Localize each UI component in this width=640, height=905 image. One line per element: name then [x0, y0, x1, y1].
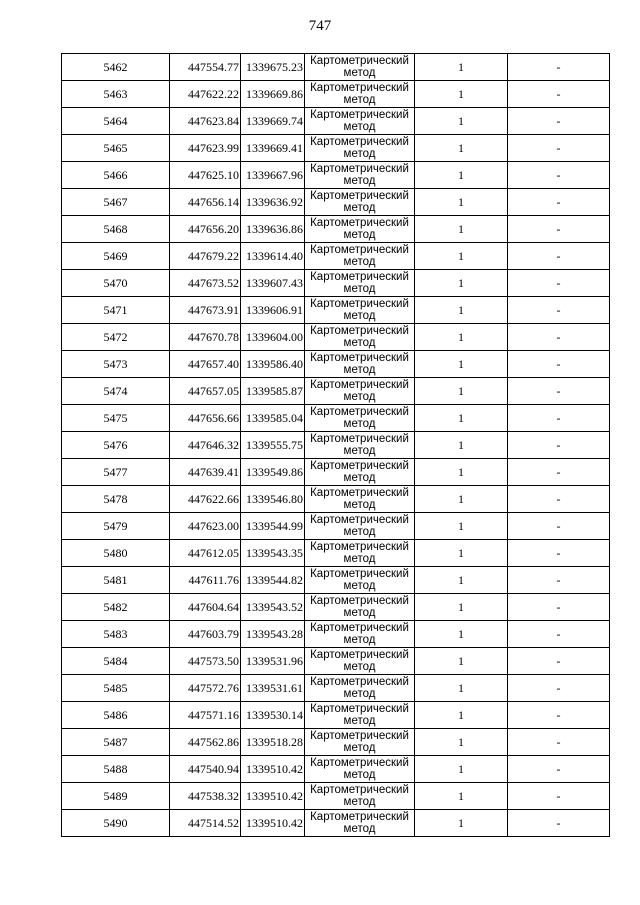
- point-number-cell: 5471: [62, 297, 170, 324]
- x-coordinate-cell: 447623.00: [170, 513, 241, 540]
- y-coordinate-cell: 1339669.41: [241, 135, 305, 162]
- method-cell: [305, 135, 415, 162]
- count-cell: 1: [415, 351, 508, 378]
- note-cell: -: [508, 621, 610, 648]
- method-cell: [305, 594, 415, 621]
- x-coordinate-cell: 447603.79: [170, 621, 241, 648]
- table-row: [62, 81, 610, 108]
- count-cell: 1: [415, 243, 508, 270]
- point-number-cell: 5469: [62, 243, 170, 270]
- note-cell: -: [508, 486, 610, 513]
- count-cell: 1: [415, 135, 508, 162]
- method-line-1: Картометрический: [310, 271, 409, 283]
- table-row: [62, 540, 610, 567]
- table-row: [62, 135, 610, 162]
- method-line-1: Картометрический: [310, 325, 409, 337]
- note-cell: -: [508, 216, 610, 243]
- method-cell: [305, 648, 415, 675]
- table-row: [62, 729, 610, 756]
- method-line-1: Картометрический: [310, 109, 409, 121]
- note-cell: -: [508, 540, 610, 567]
- method-line-2: метод: [343, 769, 376, 781]
- method-line-2: метод: [343, 580, 376, 592]
- method-cell: [305, 432, 415, 459]
- method-line-2: метод: [343, 688, 376, 700]
- x-coordinate-cell: 447673.91: [170, 297, 241, 324]
- method-line-1: Картометрический: [310, 82, 409, 94]
- table-row: [62, 621, 610, 648]
- table-row: [62, 189, 610, 216]
- method-line-2: метод: [343, 661, 376, 673]
- table-row: [62, 324, 610, 351]
- x-coordinate-cell: 447514.52: [170, 810, 241, 837]
- method-line-1: Картометрический: [310, 595, 409, 607]
- y-coordinate-cell: 1339531.61: [241, 675, 305, 702]
- method-cell: [305, 216, 415, 243]
- x-coordinate-cell: 447657.40: [170, 351, 241, 378]
- method-cell: [305, 729, 415, 756]
- point-number-cell: 5479: [62, 513, 170, 540]
- x-coordinate-cell: 447573.50: [170, 648, 241, 675]
- note-cell: -: [508, 459, 610, 486]
- method-cell: [305, 783, 415, 810]
- method-line-1: Картометрический: [310, 487, 409, 499]
- x-coordinate-cell: 447612.05: [170, 540, 241, 567]
- note-cell: -: [508, 567, 610, 594]
- x-coordinate-cell: 447572.76: [170, 675, 241, 702]
- x-coordinate-cell: 447611.76: [170, 567, 241, 594]
- method-cell: [305, 378, 415, 405]
- table-row: [62, 783, 610, 810]
- count-cell: 1: [415, 108, 508, 135]
- point-number-cell: 5487: [62, 729, 170, 756]
- method-line-2: метод: [343, 445, 376, 457]
- method-line-1: Картометрический: [310, 136, 409, 148]
- count-cell: 1: [415, 216, 508, 243]
- x-coordinate-cell: 447639.41: [170, 459, 241, 486]
- point-number-cell: 5466: [62, 162, 170, 189]
- page-number: 747: [308, 18, 332, 34]
- method-cell: [305, 270, 415, 297]
- point-number-cell: 5476: [62, 432, 170, 459]
- x-coordinate-cell: 447540.94: [170, 756, 241, 783]
- method-line-2: метод: [343, 256, 376, 268]
- count-cell: 1: [415, 297, 508, 324]
- table-row: [62, 108, 610, 135]
- method-line-1: Картометрический: [310, 244, 409, 256]
- method-line-1: Картометрический: [310, 622, 409, 634]
- count-cell: 1: [415, 675, 508, 702]
- method-cell: [305, 324, 415, 351]
- y-coordinate-cell: 1339530.14: [241, 702, 305, 729]
- y-coordinate-cell: 1339606.91: [241, 297, 305, 324]
- table-row: [62, 216, 610, 243]
- point-number-cell: 5485: [62, 675, 170, 702]
- note-cell: -: [508, 135, 610, 162]
- method-line-2: метод: [343, 148, 376, 160]
- note-cell: -: [508, 756, 610, 783]
- x-coordinate-cell: 447670.78: [170, 324, 241, 351]
- count-cell: 1: [415, 756, 508, 783]
- point-number-cell: 5489: [62, 783, 170, 810]
- method-cell: [305, 567, 415, 594]
- method-line-1: Картометрический: [310, 514, 409, 526]
- method-cell: [305, 540, 415, 567]
- method-line-1: Картометрический: [310, 730, 409, 742]
- point-number-cell: 5490: [62, 810, 170, 837]
- method-line-1: Картометрический: [310, 352, 409, 364]
- note-cell: -: [508, 702, 610, 729]
- note-cell: -: [508, 810, 610, 837]
- y-coordinate-cell: 1339636.92: [241, 189, 305, 216]
- method-line-1: Картометрический: [310, 703, 409, 715]
- table-body: [62, 54, 610, 837]
- count-cell: 1: [415, 378, 508, 405]
- point-number-cell: 5473: [62, 351, 170, 378]
- y-coordinate-cell: 1339586.40: [241, 351, 305, 378]
- method-cell: [305, 459, 415, 486]
- count-cell: 1: [415, 81, 508, 108]
- point-number-cell: 5486: [62, 702, 170, 729]
- method-line-2: метод: [343, 715, 376, 727]
- note-cell: -: [508, 189, 610, 216]
- method-line-1: Картометрический: [310, 784, 409, 796]
- count-cell: 1: [415, 405, 508, 432]
- table-row: [62, 675, 610, 702]
- x-coordinate-cell: 447571.16: [170, 702, 241, 729]
- y-coordinate-cell: 1339585.87: [241, 378, 305, 405]
- method-cell: [305, 513, 415, 540]
- coordinates-table: [61, 53, 610, 837]
- x-coordinate-cell: 447622.22: [170, 81, 241, 108]
- y-coordinate-cell: 1339636.86: [241, 216, 305, 243]
- note-cell: -: [508, 378, 610, 405]
- table-row: [62, 594, 610, 621]
- y-coordinate-cell: 1339510.42: [241, 756, 305, 783]
- method-line-2: метод: [343, 175, 376, 187]
- table-row: [62, 648, 610, 675]
- method-cell: [305, 243, 415, 270]
- y-coordinate-cell: 1339531.96: [241, 648, 305, 675]
- x-coordinate-cell: 447656.20: [170, 216, 241, 243]
- x-coordinate-cell: 447623.99: [170, 135, 241, 162]
- method-cell: [305, 189, 415, 216]
- method-line-1: Картометрический: [310, 406, 409, 418]
- point-number-cell: 5465: [62, 135, 170, 162]
- method-line-1: Картометрический: [310, 811, 409, 823]
- y-coordinate-cell: 1339669.74: [241, 108, 305, 135]
- table-row: [62, 513, 610, 540]
- note-cell: -: [508, 432, 610, 459]
- method-cell: [305, 756, 415, 783]
- method-cell: [305, 810, 415, 837]
- table-row: [62, 351, 610, 378]
- table-row: [62, 756, 610, 783]
- point-number-cell: 5472: [62, 324, 170, 351]
- count-cell: 1: [415, 189, 508, 216]
- x-coordinate-cell: 447604.64: [170, 594, 241, 621]
- table-row: [62, 486, 610, 513]
- y-coordinate-cell: 1339604.00: [241, 324, 305, 351]
- x-coordinate-cell: 447622.66: [170, 486, 241, 513]
- method-cell: [305, 486, 415, 513]
- method-line-2: метод: [343, 121, 376, 133]
- note-cell: -: [508, 729, 610, 756]
- x-coordinate-cell: 447625.10: [170, 162, 241, 189]
- table-row: [62, 54, 610, 81]
- method-line-1: Картометрический: [310, 460, 409, 472]
- count-cell: 1: [415, 513, 508, 540]
- method-cell: [305, 54, 415, 81]
- table-row: [62, 270, 610, 297]
- point-number-cell: 5475: [62, 405, 170, 432]
- method-line-2: метод: [343, 796, 376, 808]
- y-coordinate-cell: 1339510.42: [241, 810, 305, 837]
- count-cell: 1: [415, 432, 508, 459]
- note-cell: -: [508, 351, 610, 378]
- note-cell: -: [508, 648, 610, 675]
- point-number-cell: 5482: [62, 594, 170, 621]
- table-row: [62, 432, 610, 459]
- note-cell: -: [508, 162, 610, 189]
- y-coordinate-cell: 1339546.80: [241, 486, 305, 513]
- method-line-1: Картометрический: [310, 55, 409, 67]
- count-cell: 1: [415, 54, 508, 81]
- x-coordinate-cell: 447656.14: [170, 189, 241, 216]
- method-line-2: метод: [343, 229, 376, 241]
- method-cell: [305, 162, 415, 189]
- method-cell: [305, 351, 415, 378]
- method-cell: [305, 621, 415, 648]
- point-number-cell: 5463: [62, 81, 170, 108]
- note-cell: -: [508, 513, 610, 540]
- x-coordinate-cell: 447657.05: [170, 378, 241, 405]
- method-line-1: Картометрический: [310, 433, 409, 445]
- method-cell: [305, 81, 415, 108]
- method-line-1: Картометрический: [310, 568, 409, 580]
- method-line-2: метод: [343, 364, 376, 376]
- count-cell: 1: [415, 702, 508, 729]
- note-cell: -: [508, 270, 610, 297]
- method-line-1: Картометрический: [310, 217, 409, 229]
- method-cell: [305, 297, 415, 324]
- point-number-cell: 5467: [62, 189, 170, 216]
- method-line-1: Картометрический: [310, 163, 409, 175]
- method-line-2: метод: [343, 634, 376, 646]
- count-cell: 1: [415, 567, 508, 594]
- count-cell: 1: [415, 594, 508, 621]
- count-cell: 1: [415, 729, 508, 756]
- method-line-2: метод: [343, 526, 376, 538]
- note-cell: -: [508, 594, 610, 621]
- method-line-1: Картометрический: [310, 379, 409, 391]
- table-row: [62, 810, 610, 837]
- method-line-2: метод: [343, 607, 376, 619]
- method-line-1: Картометрический: [310, 676, 409, 688]
- point-number-cell: 5481: [62, 567, 170, 594]
- y-coordinate-cell: 1339543.35: [241, 540, 305, 567]
- table-row: [62, 243, 610, 270]
- x-coordinate-cell: 447646.32: [170, 432, 241, 459]
- note-cell: -: [508, 243, 610, 270]
- point-number-cell: 5470: [62, 270, 170, 297]
- point-number-cell: 5478: [62, 486, 170, 513]
- y-coordinate-cell: 1339544.82: [241, 567, 305, 594]
- method-line-2: метод: [343, 202, 376, 214]
- count-cell: 1: [415, 270, 508, 297]
- note-cell: -: [508, 783, 610, 810]
- y-coordinate-cell: 1339544.99: [241, 513, 305, 540]
- y-coordinate-cell: 1339555.75: [241, 432, 305, 459]
- note-cell: -: [508, 108, 610, 135]
- method-line-2: метод: [343, 94, 376, 106]
- x-coordinate-cell: 447623.84: [170, 108, 241, 135]
- note-cell: -: [508, 81, 610, 108]
- table-row: [62, 405, 610, 432]
- note-cell: -: [508, 675, 610, 702]
- y-coordinate-cell: 1339607.43: [241, 270, 305, 297]
- method-line-2: метод: [343, 742, 376, 754]
- x-coordinate-cell: 447673.52: [170, 270, 241, 297]
- method-cell: [305, 675, 415, 702]
- count-cell: 1: [415, 324, 508, 351]
- point-number-cell: 5484: [62, 648, 170, 675]
- point-number-cell: 5480: [62, 540, 170, 567]
- count-cell: 1: [415, 459, 508, 486]
- y-coordinate-cell: 1339510.42: [241, 783, 305, 810]
- count-cell: 1: [415, 540, 508, 567]
- method-line-2: метод: [343, 553, 376, 565]
- method-line-2: метод: [343, 472, 376, 484]
- count-cell: 1: [415, 810, 508, 837]
- table-row: [62, 459, 610, 486]
- y-coordinate-cell: 1339549.86: [241, 459, 305, 486]
- method-cell: [305, 405, 415, 432]
- y-coordinate-cell: 1339518.28: [241, 729, 305, 756]
- method-line-2: метод: [343, 67, 376, 79]
- method-line-1: Картометрический: [310, 757, 409, 769]
- method-line-1: Картометрический: [310, 298, 409, 310]
- method-line-2: метод: [343, 283, 376, 295]
- note-cell: -: [508, 297, 610, 324]
- y-coordinate-cell: 1339585.04: [241, 405, 305, 432]
- note-cell: -: [508, 324, 610, 351]
- count-cell: 1: [415, 648, 508, 675]
- y-coordinate-cell: 1339675.23: [241, 54, 305, 81]
- x-coordinate-cell: 447538.32: [170, 783, 241, 810]
- method-line-1: Картометрический: [310, 649, 409, 661]
- point-number-cell: 5464: [62, 108, 170, 135]
- table-row: [62, 702, 610, 729]
- y-coordinate-cell: 1339614.40: [241, 243, 305, 270]
- method-line-2: метод: [343, 823, 376, 835]
- method-cell: [305, 108, 415, 135]
- point-number-cell: 5488: [62, 756, 170, 783]
- table-row: [62, 162, 610, 189]
- method-line-2: метод: [343, 337, 376, 349]
- x-coordinate-cell: 447562.86: [170, 729, 241, 756]
- point-number-cell: 5477: [62, 459, 170, 486]
- method-line-2: метод: [343, 310, 376, 322]
- count-cell: 1: [415, 783, 508, 810]
- y-coordinate-cell: 1339543.52: [241, 594, 305, 621]
- point-number-cell: 5462: [62, 54, 170, 81]
- table-row: [62, 567, 610, 594]
- count-cell: 1: [415, 621, 508, 648]
- method-cell: [305, 702, 415, 729]
- count-cell: 1: [415, 162, 508, 189]
- method-line-2: метод: [343, 418, 376, 430]
- table-row: [62, 297, 610, 324]
- x-coordinate-cell: 447554.77: [170, 54, 241, 81]
- method-line-1: Картометрический: [310, 541, 409, 553]
- note-cell: -: [508, 405, 610, 432]
- x-coordinate-cell: 447656.66: [170, 405, 241, 432]
- count-cell: 1: [415, 486, 508, 513]
- y-coordinate-cell: 1339667.96: [241, 162, 305, 189]
- point-number-cell: 5483: [62, 621, 170, 648]
- table-row: [62, 378, 610, 405]
- point-number-cell: 5474: [62, 378, 170, 405]
- note-cell: -: [508, 54, 610, 81]
- method-line-2: метод: [343, 499, 376, 511]
- method-line-2: метод: [343, 391, 376, 403]
- y-coordinate-cell: 1339669.86: [241, 81, 305, 108]
- y-coordinate-cell: 1339543.28: [241, 621, 305, 648]
- point-number-cell: 5468: [62, 216, 170, 243]
- method-line-1: Картометрический: [310, 190, 409, 202]
- x-coordinate-cell: 447679.22: [170, 243, 241, 270]
